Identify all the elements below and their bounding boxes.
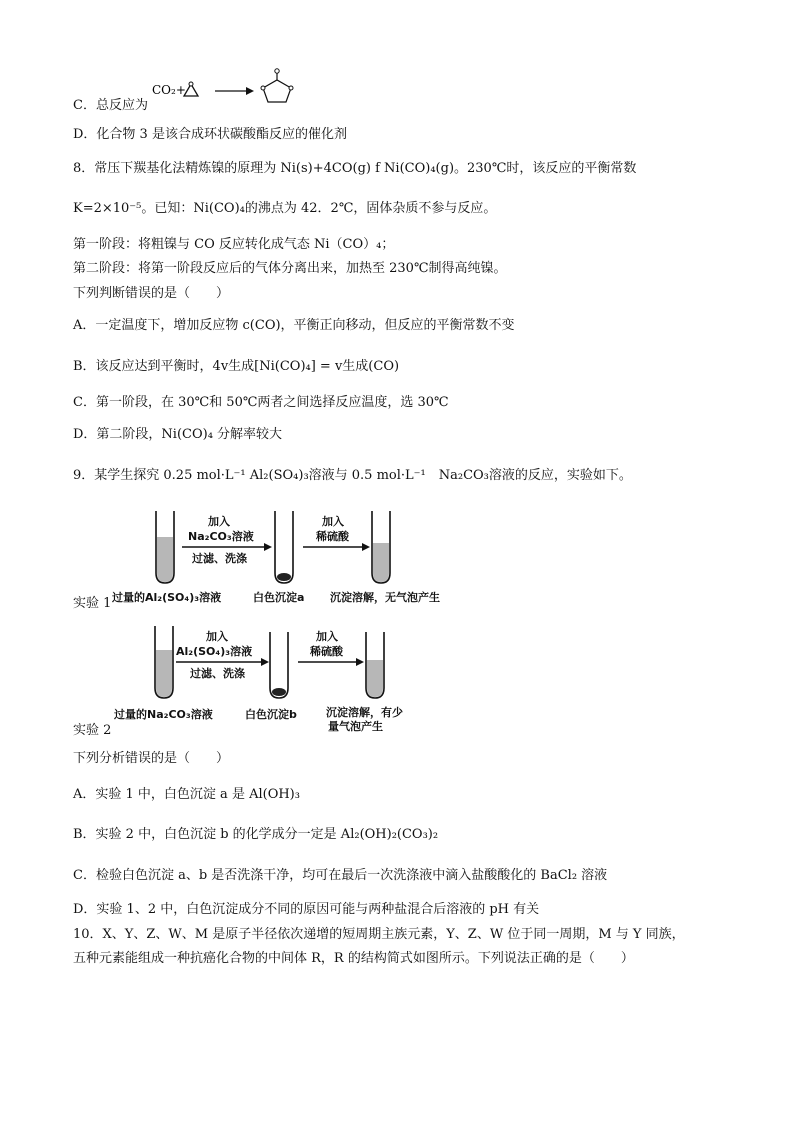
q8-stem-line2: K=2×10⁻⁵。已知：Ni(CO)₄的沸点为 42．2℃，固体杂质不参与反应。 [73,201,497,216]
exp2-arrow1-line3: 过滤、洗涤 [190,667,245,680]
q8-option-a: A．一定温度下，增加反应物 c(CO)，平衡正向移动，但反应的平衡常数不变 [73,318,515,333]
exp2-label: 实验 2 [73,723,112,738]
exp1-tube3-label: 沉淀溶解，无气泡产生 [330,591,440,604]
q8-option-d: D．第二阶段，Ni(CO)₄ 分解率较大 [73,427,283,442]
test-tube-1 [156,511,174,583]
q8-stage1: 第一阶段：将粗镍与 CO 反应转化成气态 Ni（CO）₄； [73,237,395,252]
exp1-label: 实验 1 [73,596,112,611]
exp1-tube1-label: 过量的Al₂(SO₄)₃溶液 [112,591,222,604]
reaction-arrow-2 [298,658,364,666]
q9-option-a: A．实验 1 中，白色沉淀 a 是 Al(OH)₃ [73,787,300,802]
test-tube-3 [366,632,384,698]
cyclic-carbonate-icon [261,69,293,102]
q7-option-d: D．化合物 3 是该合成环状碳酸酯反应的催化剂 [73,127,347,142]
q7-option-c: C．总反应为 [73,98,148,113]
exp1-arrow1-line2: Na₂CO₃溶液 [188,530,254,543]
q9-option-b: B．实验 2 中，白色沉淀 b 的化学成分一定是 Al₂(OH)₂(CO₃)₂ [73,827,439,842]
experiment-1-diagram [108,507,488,612]
exp1-arrow1-line3: 过滤、洗涤 [192,552,247,565]
q8-stage2: 第二阶段：将第一阶段反应后的气体分离出来，加热至 230℃制得高纯镍。 [73,261,507,276]
exp2-tube2-label: 白色沉淀b [245,708,297,721]
epoxide-icon [184,82,198,96]
test-tube-1 [155,626,173,698]
co2-plus: CO₂+ [152,83,186,97]
q8-option-c: C．第一阶段，在 30℃和 50℃两者之间选择反应温度，选 30℃ [73,395,449,410]
exp2-arrow1-line1: 加入 [206,630,228,643]
q8-question: 下列判断错误的是（ ） [73,286,230,301]
test-tube-2 [275,511,293,583]
q8-stem-line1: 8．常压下羰基化法精炼镍的原理为 Ni(s)+4CO(g) f Ni(CO)₄(g)。230℃时，该反应的平衡常数 [73,161,637,176]
exp1-arrow2-line2: 稀硫酸 [316,530,349,543]
q9-stem: 9．某学生探究 0.25 mol·L⁻¹ Al₂(SO₄)₃溶液与 0.5 mol·L⁻¹ Na₂CO₃溶液的反应，实验如下。 [73,468,632,483]
exp2-arrow2-line1: 加入 [316,630,338,643]
test-tube-2 [270,632,288,698]
exp1-arrow2-line1: 加入 [322,515,344,528]
q10-stem-line1: 10．X、Y、Z、W、M 是原子半径依次递增的短周期主族元素，Y、Z、W 位于同一周期，M 与 Y 同族， [73,927,685,942]
reaction-arrow-2 [303,543,370,551]
exp1-arrow1-line1: 加入 [208,515,230,528]
exp2-tube3-label-line1: 沉淀溶解，有少 [326,706,403,719]
reaction-arrow-icon [215,87,254,95]
exp2-arrow2-line2: 稀硫酸 [310,645,343,658]
q8-option-b: B．该反应达到平衡时，4v生成[Ni(CO)₄] = v生成(CO) [73,359,400,374]
q10-stem-line2: 五种元素能组成一种抗癌化合物的中间体 R，R 的结构简式如图所示。下列说法正确的是（ ） [73,951,634,966]
exp2-tube1-label: 过量的Na₂CO₃溶液 [114,708,213,721]
exp1-tube2-label: 白色沉淀a [253,591,305,604]
reaction-arrow-1 [176,658,269,666]
q9-question: 下列分析错误的是（ ） [73,751,230,766]
exp2-arrow1-line2: Al₂(SO₄)₃溶液 [176,645,253,658]
q9-option-d: D．实验 1、2 中，白色沉淀成分不同的原因可能与两种盐混合后溶液的 pH 有关 [73,902,540,917]
q9-option-c: C．检验白色沉淀 a、b 是否洗涤干净，均可在最后一次洗涤液中滴入盐酸酸化的 BaCl₂ 溶液 [73,868,608,883]
exp2-tube3-label-line2: 量气泡产生 [328,720,383,732]
reaction-arrow-1 [182,543,272,551]
test-tube-3 [372,511,390,583]
reaction-equation-figure [150,66,300,110]
experiment-2-diagram [108,622,488,732]
